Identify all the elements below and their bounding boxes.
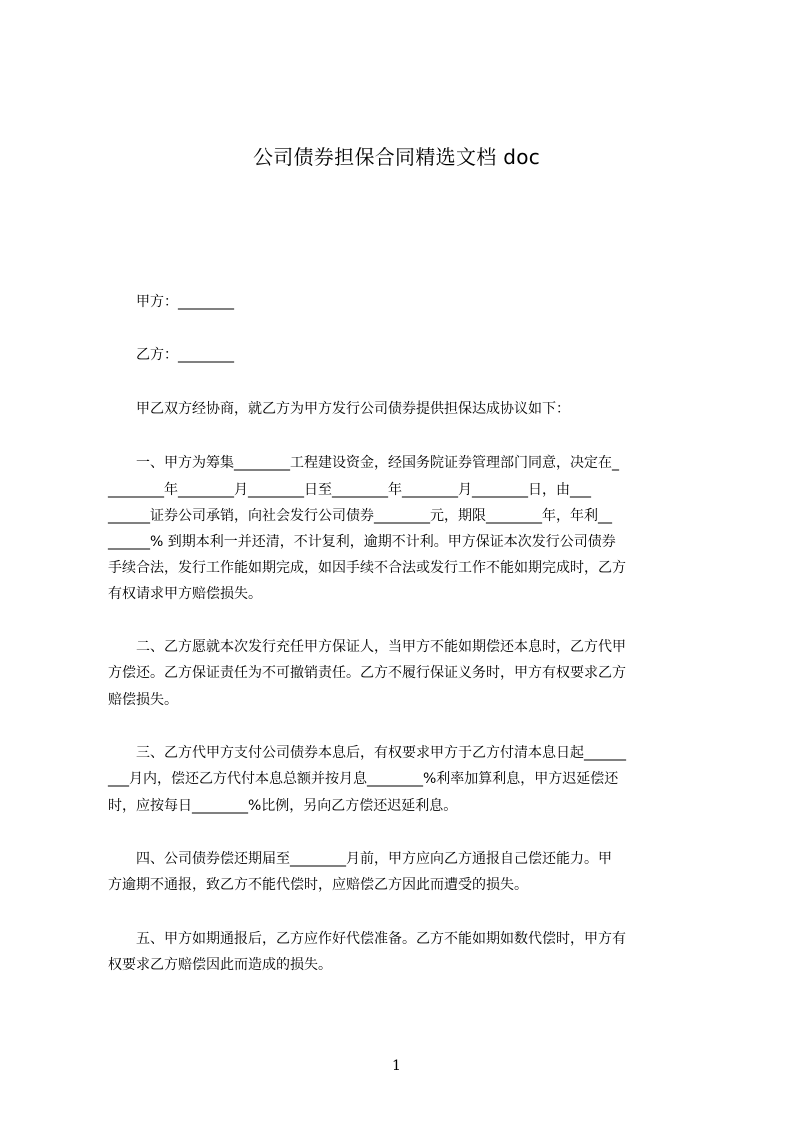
intro-paragraph: 甲乙双方经协商，就乙方为甲方发行公司债券提供担保达成协议如下： xyxy=(136,401,570,417)
party-b-line: 乙方：________ xyxy=(136,347,234,363)
clause-1-line: ______证券公司承销，向社会发行公司债券________元，期限________年，年利__ xyxy=(108,508,612,524)
document-title: 公司债券担保合同精选文档 doc xyxy=(252,145,541,169)
clause-4-line: 方逾期不通报，致乙方不能代偿时，应赔偿乙方因此而遭受的损失。 xyxy=(108,877,528,893)
clause-1-line: 手续合法，发行工作能如期完成，如因手续不合法或发行工作不能如期完成时，乙方 xyxy=(108,560,626,576)
clause-1-line: 一、甲方为筹集________工程建设资金，经国务院证券管理部门同意，决定在_ xyxy=(136,455,619,471)
clause-2-line: 二、乙方愿就本次发行充任甲方保证人，当甲方不能如期偿还本息时，乙方代甲 xyxy=(136,639,626,655)
clause-2-line: 赔偿损失。 xyxy=(108,692,178,708)
clause-3-line: ___月内，偿还乙方代付本息总额并按月息________%利率加算利息，甲方迟延偿还 xyxy=(108,771,619,787)
clause-5-line: 权要求乙方赔偿因此而造成的损失。 xyxy=(108,957,332,973)
party-a-line: 甲方：________ xyxy=(136,294,234,310)
clause-4-line: 四、公司债券偿还期届至________月前，甲方应向乙方通报自己偿还能力。甲 xyxy=(136,851,612,867)
clause-3-line: 三、乙方代甲方支付公司债券本息后，有权要求甲方于乙方付清本息日起______ xyxy=(136,745,626,761)
clause-5-line: 五、甲方如期通报后，乙方应作好代偿准备。乙方不能如期如数代偿时，甲方有 xyxy=(136,931,626,947)
clause-3-line: 时，应按每日________%比例，另向乙方偿还迟延利息。 xyxy=(108,798,458,814)
clause-1-line: 有权请求甲方赔偿损失。 xyxy=(108,586,262,602)
clause-1-line: ______% 到期本利一并还清，不计复利，逾期不计利。甲方保证本次发行公司债券 xyxy=(108,534,616,550)
page-number: 1 xyxy=(392,1058,401,1074)
clause-2-line: 方偿还。乙方保证责任为不可撤销责任。乙方不履行保证义务时，甲方有权要求乙方 xyxy=(108,665,626,681)
clause-1-line: ________年________月________日至________年________月________日，由___ xyxy=(108,482,591,498)
